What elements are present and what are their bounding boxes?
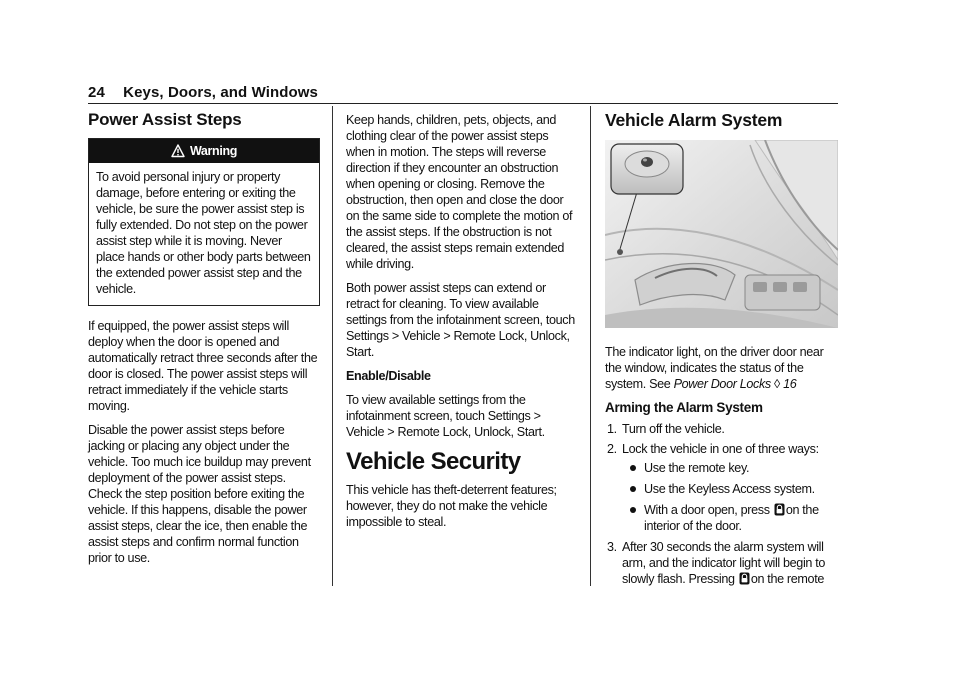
- paragraph: If equipped, the power assist steps will deploy when the door is opened and automatically retract three seconds after the door is closed. The power assist steps will retract immediately if the vehicle starts moving.: [88, 319, 318, 413]
- lock-icon: [739, 572, 750, 585]
- right-column: [605, 112, 839, 591]
- bullet-icon: [630, 507, 636, 513]
- warning-box: [88, 138, 320, 306]
- paragraph: Disable the power assist steps before jacking or placing any object under the vehicle. Too much ice buildup may prevent deployment of the power assist steps. Check the step position before exiting the vehicle. If this happens, disable the power assist steps, clear the ice, then enable the assist steps and confirm normal function prior to use.: [88, 423, 311, 565]
- list-item: [605, 421, 839, 437]
- warning-label: Warning: [189, 144, 238, 158]
- paragraph: To view available settings from the infotainment screen, touch Settings > Vehicle > Remote Lock, Unlock, Start.: [346, 393, 545, 439]
- power-assist-heading: Power Assist Steps: [88, 110, 242, 129]
- caption-text: The indicator light, on the driver door near the window, indicates the status of the system. See: [605, 345, 824, 391]
- header-rule: [88, 103, 838, 104]
- page-number: 24: [88, 84, 105, 101]
- left-column: [88, 112, 320, 574]
- bullet-text: Use the Keyless Access system.: [644, 482, 815, 496]
- section-title: Keys, Doors, and Windows: [123, 84, 318, 101]
- bullet-icon: [630, 486, 636, 492]
- warning-triangle-icon: [171, 144, 185, 158]
- figure-caption: [605, 344, 839, 392]
- paragraph: This vehicle has theft-deterrent features; however, they do not make the vehicle impossible to steal.: [346, 483, 557, 529]
- column-divider-2: [590, 106, 591, 586]
- list-item: [605, 441, 839, 534]
- lock-icon: [774, 503, 785, 516]
- arming-alarm-heading: Arming the Alarm System: [605, 400, 763, 415]
- step-number: 2.: [607, 442, 617, 456]
- list-item: [622, 502, 839, 534]
- bullet-text: With a door open, press: [644, 503, 770, 517]
- list-item: [622, 460, 839, 476]
- running-header: [88, 84, 318, 101]
- page-ref-number[interactable]: 16: [783, 377, 797, 391]
- list-item: [605, 539, 839, 587]
- step-text: Lock the vehicle in one of three ways:: [622, 442, 819, 456]
- step-text: After 30 seconds the alarm system will arm, and the indicator light will begin to slowly flash. Pressing: [622, 540, 826, 586]
- vehicle-security-heading: Vehicle Security: [346, 448, 521, 475]
- step-number: 3.: [607, 540, 617, 554]
- door-indicator-illustration: [605, 140, 838, 328]
- step-text: Turn off the vehicle.: [622, 422, 725, 436]
- bullet-text: on the interior of the door.: [644, 503, 819, 533]
- enable-disable-heading: Enable/Disable: [346, 369, 431, 383]
- power-door-locks-link[interactable]: Power Door Locks: [673, 377, 771, 391]
- vehicle-alarm-heading: Vehicle Alarm System: [605, 110, 783, 130]
- warning-text: To avoid personal injury or property damage, before entering or exiting the vehicle, be sure the power assist step is fully extended. Do not step on the power assist step while it is moving. Never place hands or other body parts between the extended power assist step and the vehicle.: [96, 170, 311, 296]
- paragraph: Keep hands, children, pets, objects, and clothing clear of the power assist steps when in motion. The steps will reverse direction if they encounter an obstruction when opening or closing. Remove the obstruction, then open and close the door on the same side to complete the motion of the assist steps. If the obstruction is not cleared, the assist steps remain extended while driving.: [346, 113, 573, 271]
- step-text: on the remote: [750, 572, 825, 586]
- warning-header: [89, 139, 319, 163]
- list-item: [622, 481, 839, 497]
- step-number: 1.: [607, 422, 617, 436]
- bullet-icon: [630, 465, 636, 471]
- steps-list: [605, 421, 839, 587]
- column-divider-1: [332, 106, 333, 586]
- middle-column: [346, 112, 578, 538]
- bullet-text: Use the remote key.: [644, 461, 750, 475]
- page-ref-symbol: ◊: [774, 377, 780, 391]
- bullet-list: [622, 460, 839, 534]
- paragraph: Both power assist steps can extend or retract for cleaning. To view available settings from the infotainment screen, touch Settings > Vehicle > Remote Lock, Unlock, Start.: [346, 281, 575, 359]
